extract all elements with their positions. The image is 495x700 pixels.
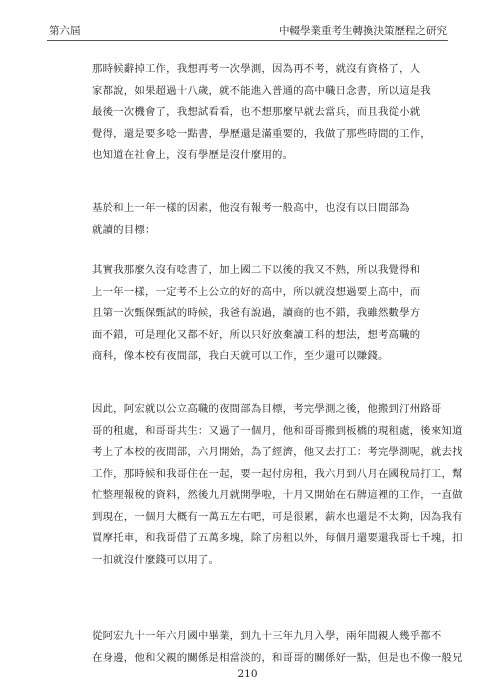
text-line: 也知道在社會上，沒有學歷是沒什麼用的。 bbox=[92, 149, 294, 161]
body-paragraph-2 bbox=[92, 626, 463, 669]
text-line: 最後一次機會了，我想試看看，也不想那麼早就去當兵，而且我從小就 bbox=[92, 106, 421, 118]
header-left: 第六屆 bbox=[49, 25, 81, 37]
text-line: 從阿宏九十一年六月國中畢業，到九十三年九月入學，兩年間親人幾乎都不 bbox=[92, 630, 442, 642]
text-line: 一扣就沒什麼錢可以用了。 bbox=[92, 553, 220, 566]
text-line: 忙整理報稅的資料，然後九月就開學啦，十月又開始在石牌這裡的工作，一直做 bbox=[92, 489, 463, 501]
text-line: 就讀的目標： bbox=[92, 223, 156, 236]
body-paragraph-1 bbox=[92, 399, 463, 571]
page-header bbox=[0, 0, 495, 40]
text-line: 因此，阿宏就以公立高職的夜間部為目標，考完學測之後，他搬到汀州路哥 bbox=[92, 403, 442, 415]
page-number: 210 bbox=[237, 668, 258, 680]
text-line: 面不錯，可是理化又都不好，所以只好放棄讀工科的想法，想考高職的 bbox=[92, 328, 421, 341]
text-line: 考上了本校的夜間部，六月開始，為了經濟，他又去打工：考完學測呢，就去找 bbox=[92, 446, 463, 458]
text-line: 那時候辭掉工作，我想再考一次學測，因為再不考，就沒有資格了，人 bbox=[92, 63, 421, 75]
text-line: 覺得，還是要多唸一點書，學歷還是滿重要的，我做了那些時間的工作， bbox=[92, 127, 431, 140]
text-line: 買摩托車，和我哥借了五萬多塊，除了房租以外，每個月還要還我哥七千塊，扣 bbox=[92, 532, 463, 544]
header-title: 中輟學業重考生轉換決策歷程之研究 bbox=[279, 25, 447, 37]
text-line: 工作，那時候和我哥住在一起，要一起付房租，我六月到八月在國稅局打工，幫 bbox=[92, 467, 463, 480]
text-line: 且第一次甄保甄試的時候，我爸有說過，讀商的也不錯，我雖然數學方 bbox=[92, 307, 421, 319]
text-line: 到現在，一個月大概有一萬五左右吧，可是很累，薪水也還是不太夠，因為我有 bbox=[92, 510, 463, 523]
text-line: 上一年一樣，一定考不上公立的好的高中，所以就沒想過要上高中，而 bbox=[92, 285, 421, 298]
text-line: 哥的租處，和哥哥共生：又過了一個月，他和哥哥搬到板橋的現租處，後來知道 bbox=[92, 424, 463, 437]
interview-quote-1 bbox=[92, 59, 431, 167]
interview-quote-2 bbox=[92, 260, 420, 368]
narrative-paragraph-1 bbox=[92, 198, 410, 241]
text-line: 其實我那麼久沒有唸書了，加上國二下以後的我又不熟，所以我覺得和 bbox=[92, 264, 421, 276]
text-line: 家都說，如果超過十八歲，就不能進入普通的高中職日念書，所以這是我 bbox=[92, 84, 431, 97]
text-line: 商科，像本校有夜間部，我白天就可以工作，至少還可以賺錢。 bbox=[92, 350, 389, 362]
text-line: 在身邊，他和父親的關係是相當淡的，和哥哥的關係好一點，但是也不像一般兄 bbox=[92, 651, 463, 664]
header-rule bbox=[47, 40, 448, 41]
text-line: 基於和上一年一樣的因素，他沒有報考一般高中，也沒有以日間部為 bbox=[92, 202, 410, 214]
